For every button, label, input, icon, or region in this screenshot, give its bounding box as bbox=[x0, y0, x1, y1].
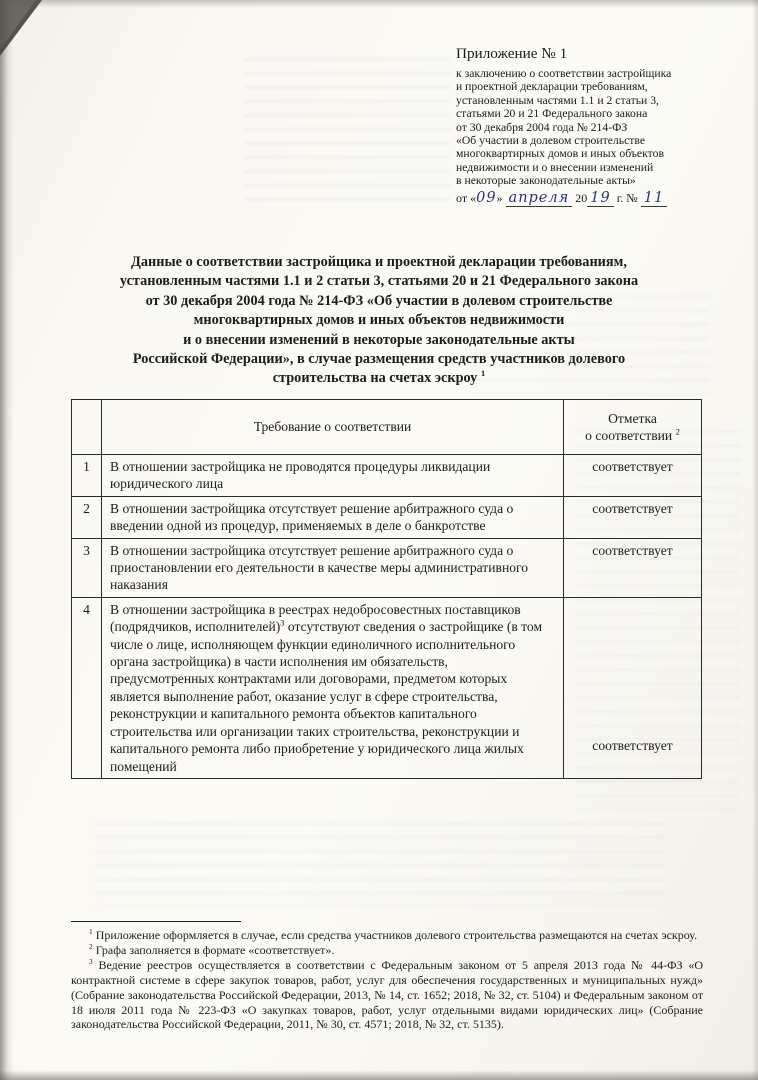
document-title-line: Российской Федерации», в случае размещения средств участников долевого bbox=[132, 351, 626, 368]
footnote-reference: 1 bbox=[89, 927, 93, 936]
bleedthrough-text-artifact bbox=[245, 58, 450, 208]
appendix-header bbox=[456, 44, 712, 205]
compliance-mark: соответствует bbox=[564, 597, 702, 778]
requirement-footnote-reference: 3 bbox=[280, 617, 285, 628]
approval-date-line bbox=[456, 189, 712, 206]
appendix-header-line: в некоторые законодательные акты» bbox=[456, 174, 636, 188]
requirement-text: В отношении застройщика не проводятся процедуры ликвидации юридического лица bbox=[102, 455, 564, 497]
table-row bbox=[72, 597, 702, 778]
appendix-header-line: статьями 20 и 21 Федерального закона bbox=[456, 107, 648, 121]
footnote: $^3$ Ведение реестров осуществляется в соответствии с Федеральным законом от 5 апреля 2013 года № 44-ФЗ «О контрактной системе в сфере закупок товаров, работ, услуг для обеспечения государственных и муниципальных нужд» (Собрание законодательства Российской Федерации, 2013, № 14, ст. 1652; 2018, № 32, ст. 5104) и Федеральным законом от 18 июля 2011 года № 223-ФЗ «О закупках товаров, работ, услуг отдельными видами юридических лиц» (Собрание законодательства Российской Федерации, 2011, № 30, ст. 4571; 2018, № 32, ст. 5135). bbox=[71, 956, 703, 1032]
scan-edge-shadow-top bbox=[0, 0, 758, 8]
row-number: 4 bbox=[72, 597, 102, 778]
scan-edge-shadow-right bbox=[752, 0, 758, 1080]
footnote: $^2$ Графа заполняется в формате «соответствует». bbox=[89, 941, 335, 957]
handwritten-year: 19 bbox=[587, 190, 613, 207]
date-close-quote: » bbox=[496, 190, 503, 205]
bleedthrough-text-artifact bbox=[95, 822, 665, 907]
handwritten-document-number: 11 bbox=[641, 190, 667, 207]
table-row bbox=[72, 496, 702, 538]
document-title-line: и о внесении изменений в некоторые законодательные акты bbox=[183, 331, 575, 348]
requirement-text: В отношении застройщика в реестрах недобросовестных поставщиков (подрядчиков, исполнителей)$^3$ отсутствуют сведения о застройщике (в том числе о лице, исполняющем функции единоличного исполнительного органа застройщика) в части исполнения им обязательств, предусмотренных контрактами или договорами, предметом которых является выполнение работ, оказание услуг в сфере строительства, реконструкции и капитального ремонта объектов капитального строительства или организации таких строительства, реконструкции и капитального ремонта либо приобретение у юридического лица жилых помещений bbox=[102, 597, 564, 778]
document-title-line: многоквартирных домов и иных объектов недвижимости bbox=[193, 312, 565, 329]
appendix-header-line: к заключению о соответствии застройщика bbox=[456, 67, 672, 80]
footnotes bbox=[71, 928, 703, 1032]
footnote-separator bbox=[71, 921, 241, 922]
handwritten-month: апреля bbox=[506, 190, 573, 207]
document-title-line: от 30 декабря 2004 года № 214-ФЗ «Об участии в долевом строительстве bbox=[145, 292, 613, 309]
mark-column-header: Отметка о соответствии $^2$ bbox=[564, 400, 702, 455]
appendix-number: Приложение № 1 bbox=[456, 45, 568, 62]
date-number-label: г. № bbox=[616, 190, 638, 205]
footnote-reference: 2 bbox=[89, 941, 93, 951]
compliance-mark: соответствует bbox=[564, 496, 702, 538]
footnote: $^1$ Приложение оформляется в случае, если средства участников долевого строительства размещаются на счетах эскроу. bbox=[89, 927, 698, 942]
appendix-header-line: многоквартирных домов и иных объектов bbox=[456, 147, 664, 161]
appendix-header-line: «Об участии в долевом строительстве bbox=[456, 134, 646, 148]
table-row bbox=[72, 538, 702, 597]
requirement-text: В отношении застройщика отсутствует решение арбитражного суда о введении одной из процедур, применяемых в деле о банкротстве bbox=[102, 496, 564, 538]
mark-footnote-reference: 2 bbox=[675, 426, 680, 437]
compliance-table bbox=[71, 399, 702, 779]
scan-edge-shadow-left bbox=[0, 0, 14, 1080]
document-title-line: установленным частями 1.1 и 2 статьи 3, статьями 20 и 21 Федерального закона bbox=[119, 273, 639, 290]
document-title bbox=[28, 253, 730, 389]
date-prefix: от « bbox=[456, 190, 477, 205]
requirement-text: В отношении застройщика отсутствует решение арбитражного суда о приостановлении его деятельности в качестве меры административного наказания bbox=[102, 538, 564, 597]
number-column-header bbox=[72, 400, 102, 455]
appendix-header-line: недвижимости и о внесении изменений bbox=[456, 160, 654, 174]
compliance-mark: соответствует bbox=[564, 538, 702, 597]
document-title-line: Данные о соответствии застройщика и проектной декларации требованиям, bbox=[131, 254, 627, 270]
table-header-row bbox=[72, 400, 702, 455]
document-title-line: строительства на счетах эскроу $^1$ bbox=[272, 368, 486, 387]
handwritten-day: 09 bbox=[476, 189, 497, 206]
appendix-header-line: от 30 декабря 2004 года № 214-ФЗ bbox=[456, 120, 628, 134]
appendix-header-line: и проектной декларации требованиям, bbox=[456, 80, 648, 94]
row-number: 1 bbox=[72, 455, 102, 497]
row-number: 3 bbox=[72, 538, 102, 597]
compliance-mark: соответствует bbox=[564, 455, 702, 497]
requirement-column-header: Требование о соответствии bbox=[102, 400, 564, 455]
table-row bbox=[72, 455, 702, 497]
scan-edge-shadow-bottom bbox=[0, 1070, 758, 1080]
date-year-prefix: 20 bbox=[575, 190, 588, 205]
title-footnote-reference: 1 bbox=[480, 368, 486, 379]
row-number: 2 bbox=[72, 496, 102, 538]
footnote-reference: 3 bbox=[89, 956, 93, 966]
appendix-header-line: установленным частями 1.1 и 2 статьи 3, bbox=[456, 93, 659, 107]
